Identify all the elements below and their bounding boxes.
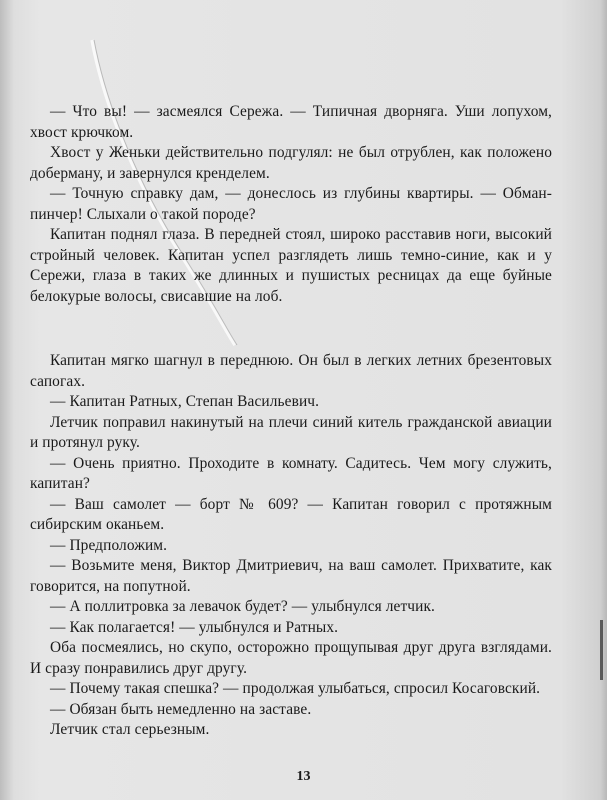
paragraph: Капитан поднял глаза. В передней стоял, широко расставив ноги, высокий стройный человек. Капитан успел разглядеть лишь темно-синие, как и у Сережи, глаза в таких же длинных и пушистых ресницах да еще буйные белокурые волосы, свисавшие на лоб. <box>30 226 552 305</box>
text-block-top <box>30 102 552 307</box>
paragraph: — Обязан быть немедленно на заставе. <box>50 700 312 718</box>
paragraph: — Ваш самолет — борт № 609? — Капитан говорил с протяжным сибирским оканьем. <box>30 495 552 533</box>
page-number: 13 <box>296 769 311 784</box>
paragraph: — Капитан Ратных, Степан Васильевич. <box>50 393 320 410</box>
paragraph: Оба посмеялись, но скупо, осторожно прощупывая друг друга взглядами. И сразу понравились друг другу. <box>30 639 552 677</box>
paragraph: — А поллитровка за левачок будет? — улыбнулся летчик. <box>50 598 436 615</box>
text-block-bottom <box>30 351 552 741</box>
paragraph: — Что вы! — засмеялся Сережа. — Типичная дворняга. Уши лопухом, хвост крючком. <box>30 103 552 141</box>
paragraph: — Возьмите меня, Виктор Дмитриевич, на ваш самолет. Прихватите, как говорится, на попутной. <box>30 557 552 595</box>
paragraph: — Точную справку дам, — донеслось из глубины квартиры. — Обман-пинчер! Слыхали о такой породе? <box>30 185 552 223</box>
paragraph: — Почему такая спешка? — продолжая улыбаться, спросил Косаговский. <box>50 680 541 697</box>
paragraph: — Как полагается! — улыбнулся и Ратных. <box>50 618 339 636</box>
paragraph: Летчик поправил накинутый на плечи синий китель гражданской авиации и протянул руку. <box>30 413 552 451</box>
paragraph: — Очень приятно. Проходите в комнату. Садитесь. Чем могу служить, капитан? <box>30 454 552 492</box>
paragraph: — Предположим. <box>50 536 168 554</box>
paragraph: Летчик стал серьезным. <box>50 721 210 738</box>
paragraph: Хвост у Женьки действительно подгулял: не был отрублен, как положено доберману, и завернулся кренделем. <box>30 144 552 182</box>
paragraph: Капитан мягко шагнул в переднюю. Он был в легких летних брезентовых сапогах. <box>30 352 552 390</box>
scan-edge-mark <box>600 620 603 680</box>
